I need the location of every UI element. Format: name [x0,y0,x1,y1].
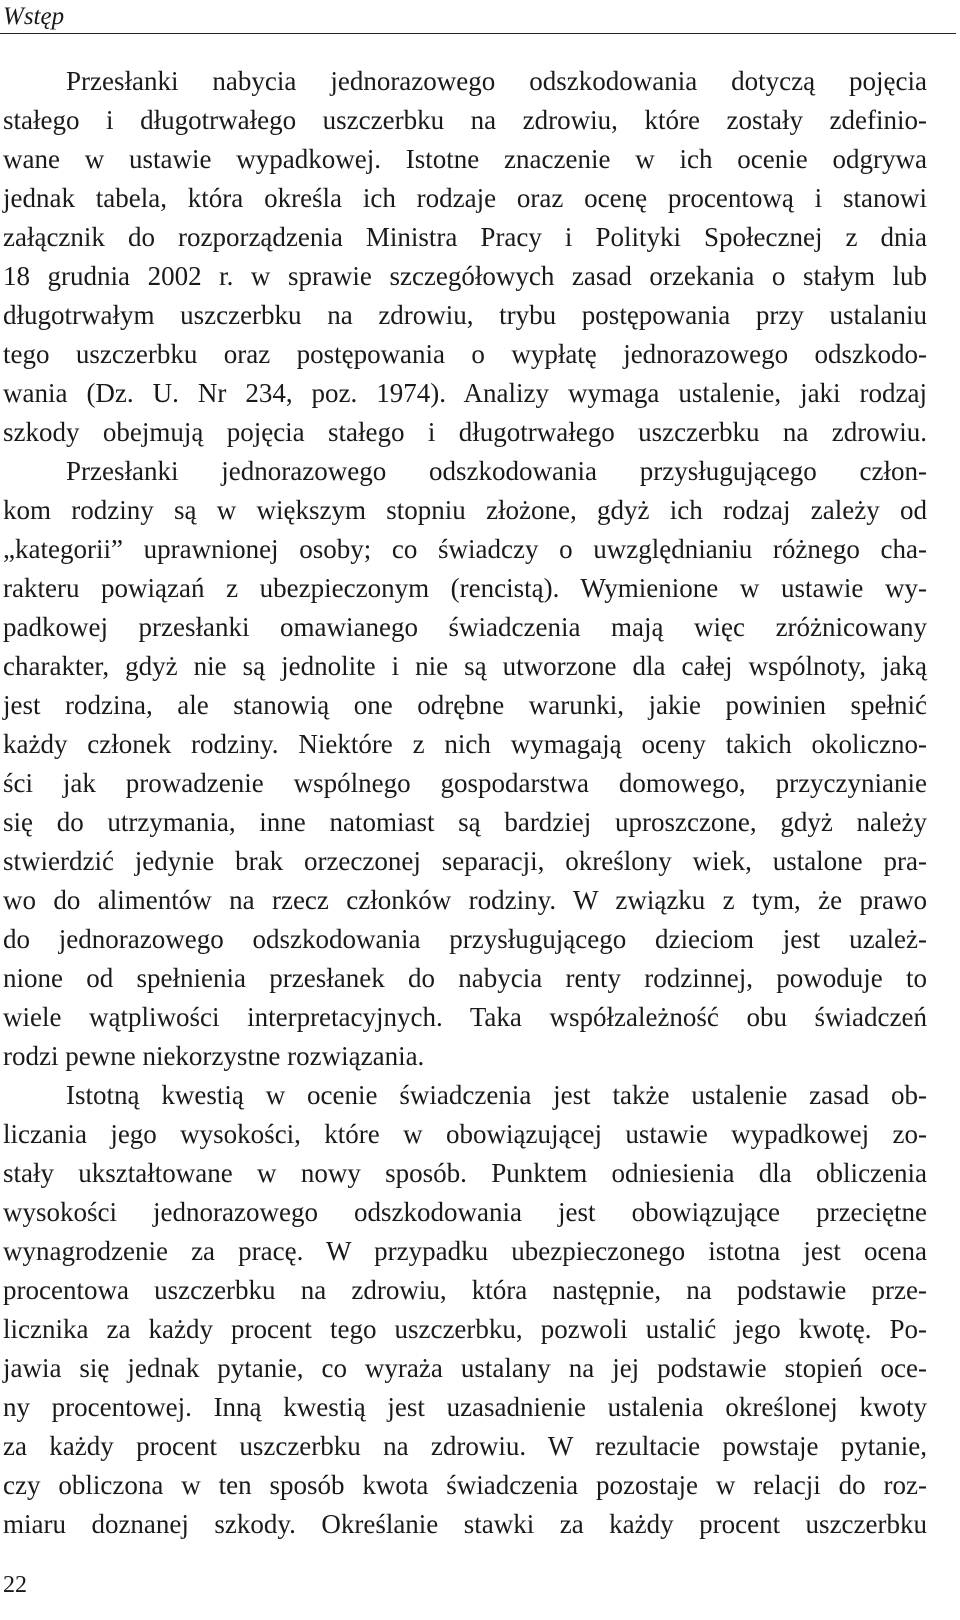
text-line: padkowej przesłanki omawianego świadczenia mają więc zróżnicowany [3,612,927,642]
text-line: charakter, gdyż nie są jednolite i nie są utworzone dla całej wspólnoty, jaką [3,651,927,681]
text-line: załącznik do rozporządzenia Ministra Pracy i Polityki Społecznej z dnia [3,222,927,252]
text-line: za każdy procent uszczerbku na zdrowiu. W rezultacie powstaje pytanie, [3,1431,927,1461]
text-line: wiele wątpliwości interpretacyjnych. Taka współzależność obu świadczeń [3,1002,927,1032]
text-line: stały ukształtowane w nowy sposób. Punktem odniesienia dla obliczenia [3,1158,927,1188]
text-line: procentowa uszczerbku na zdrowiu, która następnie, na podstawie prze- [3,1275,927,1305]
text-line: liczania jego wysokości, które w obowiązującej ustawie wypadkowej zo- [3,1119,927,1149]
text-line: każdy członek rodziny. Niektóre z nich wymagają oceny takich okoliczno- [3,729,927,759]
text-line: „kategorii” uprawnionej osoby; co świadczy o uwzględnianiu różnego cha- [3,534,927,564]
text-line: kom rodziny są w większym stopniu złożone, gdyż ich rodzaj zależy od [3,495,927,525]
text-line: długotrwałym uszczerbku na zdrowiu, trybu postępowania przy ustalaniu [3,300,927,330]
text-line: szkody obejmują pojęcia stałego i długotrwałego uszczerbku na zdrowiu. [3,417,927,447]
text-line: stwierdzić jedynie brak orzeczonej separacji, określony wiek, ustalone pra- [3,846,927,876]
text-line: czy obliczona w ten sposób kwota świadczenia pozostaje w relacji do roz- [3,1470,927,1500]
text-line: tego uszczerbku oraz postępowania o wypłatę jednorazowego odszkodo- [3,339,927,369]
text-line: 18 grudnia 2002 r. w sprawie szczegółowych zasad orzekania o stałym lub [3,261,927,291]
text-line: miaru doznanej szkody. Określanie stawki za każdy procent uszczerbku [3,1509,927,1539]
text-line: wo do alimentów na rzecz członków rodziny. W związku z tym, że prawo [3,885,927,915]
text-line: wane w ustawie wypadkowej. Istotne znaczenie w ich ocenie odgrywa [3,144,927,174]
text-line: Istotną kwestią w ocenie świadczenia jest także ustalenie zasad ob- [66,1080,927,1110]
text-line: licznika za każdy procent tego uszczerbku, pozwoli ustalić jego kwotę. Po- [3,1314,927,1344]
body-text [3,62,927,1544]
text-line: Przesłanki jednorazowego odszkodowania przysługującego człon- [66,456,927,486]
text-line: jawia się jednak pytanie, co wyraża ustalany na jej podstawie stopień oce- [3,1353,927,1383]
text-line: wysokości jednorazowego odszkodowania jest obowiązujące przeciętne [3,1197,927,1227]
text-line: wania (Dz. U. Nr 234, poz. 1974). Analizy wymaga ustalenie, jaki rodzaj [3,378,927,408]
header-rule [0,33,956,34]
text-line: rakteru powiązań z ubezpieczonym (rencistą). Wymienione w ustawie wy- [3,573,927,603]
text-line: rodzi pewne niekorzystne rozwiązania. [3,1041,425,1071]
text-line: nione od spełnienia przesłanek do nabycia renty rodzinnej, powoduje to [3,963,927,993]
running-head: Wstęp [3,3,65,30]
text-line: Przesłanki nabycia jednorazowego odszkodowania dotyczą pojęcia [66,66,927,96]
text-line: jednak tabela, która określa ich rodzaje oraz ocenę procentową i stanowi [3,183,927,213]
text-line: jest rodzina, ale stanowią one odrębne warunki, jakie powinien spełnić [3,690,927,720]
text-line: stałego i długotrwałego uszczerbku na zdrowiu, które zostały zdefinio- [3,105,927,135]
text-line: ści jak prowadzenie wspólnego gospodarstwa domowego, przyczynianie [3,768,927,798]
text-line: się do utrzymania, inne natomiast są bardziej uproszczone, gdyż należy [3,807,927,837]
page-number: 22 [3,1572,27,1598]
text-line: wynagrodzenie za pracę. W przypadku ubezpieczonego istotna jest ocena [3,1236,927,1266]
text-line: ny procentowej. Inną kwestią jest uzasadnienie ustalenia określonej kwoty [3,1392,927,1422]
text-line: do jednorazowego odszkodowania przysługującego dzieciom jest uzależ- [3,924,927,954]
